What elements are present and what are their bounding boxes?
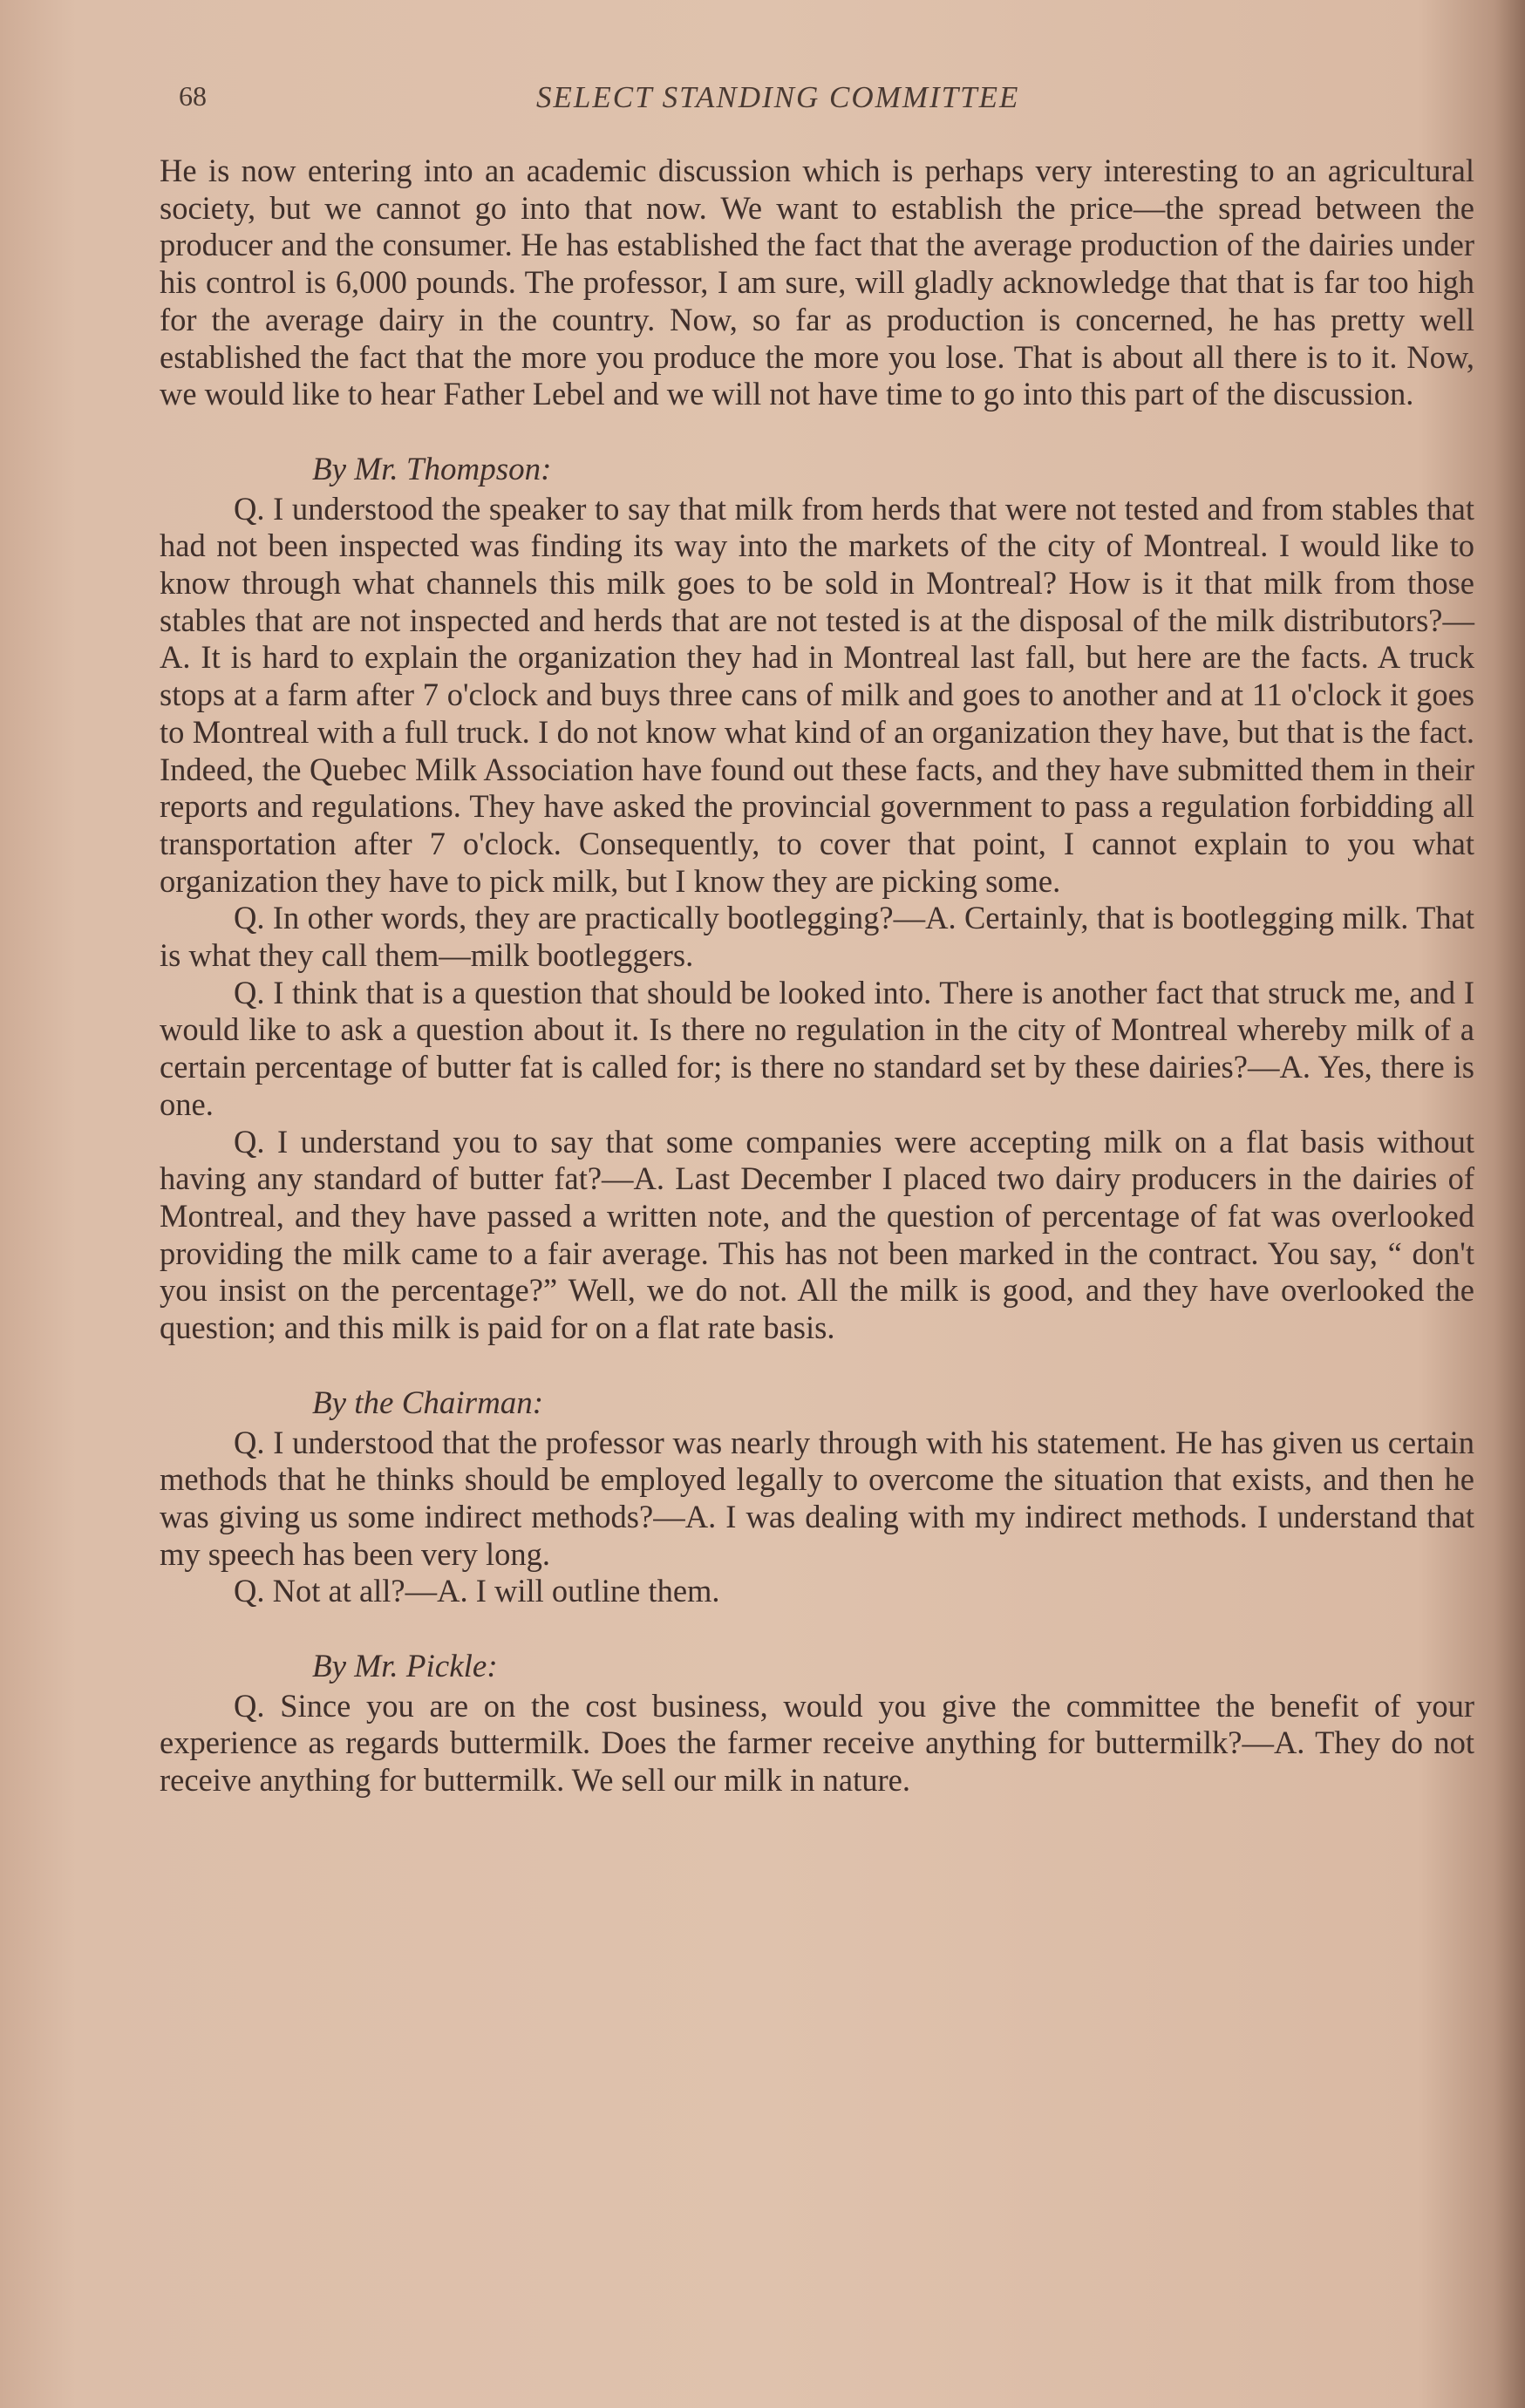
opening-paragraph: He is now entering into an academic discussion which is perhaps very interesting to an agricultural society, but we cannot go into that now. We want to establish the price—the spread between the producer and the consumer. He has established the fact that the average production of the dairies under his control is 6,000 pounds. The professor, I am sure, will gladly acknowledge that that is far too high for the average dairy in the country. Now, so far as production is concerned, he has pretty well established the fact that the more you produce the more you lose. That is about all there is to it. Now, we would like to hear Father Lebel and we will not have time to go into this part of the discussion.: [160, 153, 1474, 412]
qa-paragraph: Q. I think that is a question that should be looked into. There is another fact that struck me, and I would like to ask a question about it. Is there no regulation in the city of Montreal whereby milk of a certain percentage of butter fat is called for; is there no standard set by these dairies?—A. Yes, there is one.: [160, 974, 1474, 1122]
body-text: [160, 153, 1474, 1799]
page-number: 68: [179, 80, 207, 112]
speaker-heading: By the Chairman:: [312, 1384, 544, 1421]
qa-paragraph: Q. Since you are on the cost business, would you give the committee the benefit of your experience as regards buttermilk. Does the farmer receive anything for buttermilk?—A. They do not receive anything for buttermilk. We sell our milk in nature.: [160, 1687, 1474, 1799]
running-head-title: SELECT STANDING COMMITTEE: [536, 80, 1020, 114]
speaker-heading: By Mr. Pickle:: [312, 1649, 498, 1685]
qa-paragraph: Q. In other words, they are practically bootlegging?—A. Certainly, that is bootlegging milk. That is what they call them—milk bootleggers.: [160, 900, 1474, 974]
section-thompson: [160, 452, 1474, 1347]
section-chairman: [160, 1385, 1474, 1610]
page-header: [179, 80, 1469, 124]
qa-paragraph: Q. I understood that the professor was nearly through with his statement. He has given us certain methods that he thinks should be employed legally to overcome the situation that exists, and then he was giving us some indirect methods?—A. I was dealing with my indirect methods. I understand that my speech has been very long.: [160, 1424, 1474, 1572]
qa-paragraph: Q. I understand you to say that some companies were accepting milk on a flat basis without having any standard of butter fat?—A. Last December I placed two dairy producers in the dairies of Montreal, and they have passed a written note, and the question of percentage of fat was overlooked providing the milk came to a fair average. This has not been marked in the contract. You say, “ don't you insist on the percentage?” Well, we do not. All the milk is good, and they have overlooked the question; and this milk is paid for on a flat rate basis.: [160, 1123, 1474, 1346]
qa-paragraph: Q. Not at all?—A. I will outline them.: [234, 1573, 720, 1609]
qa-paragraph: Q. I understood the speaker to say that milk from herds that were not tested and from stables that had not been inspected was finding its way into the markets of the city of Montreal. I would like to know through what channels this milk goes to be sold in Montreal? How is it that milk from those stables that are not inspected and herds that are not tested is at the disposal of the milk distributors?—A. It is hard to explain the organization they had in Montreal last fall, but here are the facts. A truck stops at a farm after 7 o'clock and buys three cans of milk and goes to another and at 11 o'clock it goes to Montreal with a full truck. I do not know what kind of an organization they have, but that is the fact. Indeed, the Quebec Milk Association have found out these facts, and they have submitted them in their reports and regulations. They have asked the provincial government to pass a regulation forbidding all transportation after 7 o'clock. Consequently, to cover that point, I cannot explain to you what organization they have to pick milk, but I know they are picking some.: [160, 490, 1474, 899]
speaker-heading: By Mr. Thompson:: [312, 451, 552, 487]
section-pickle: [160, 1649, 1474, 1799]
